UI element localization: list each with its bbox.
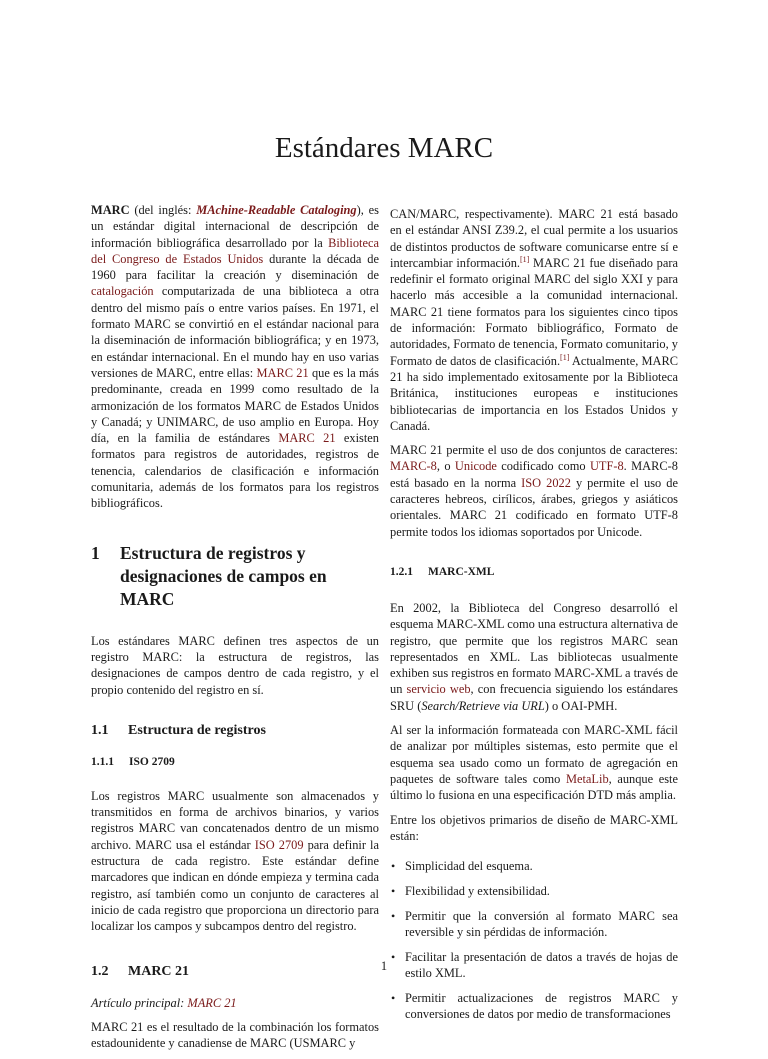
- link-marc8[interactable]: MARC-8: [390, 459, 437, 474]
- text-span: codificado como: [496, 459, 590, 474]
- intro-paragraph: [91, 202, 379, 512]
- section-1-1-1-heading: [91, 754, 379, 770]
- marcxml-paragraph-3: Entre los objetivos primarios de diseño de MARC-XML están:: [390, 812, 678, 843]
- text-span: , con frecuencia siguiendo los estándares SRU (: [390, 682, 678, 713]
- text-span: Al ser la información formateada con MARC-XML fácil de analizar por múltiples sistemas, esto permite que el esquema sea usado como un formato de agregación en paquetes de software tales como: [390, 723, 678, 786]
- text-span: (del inglés:: [129, 203, 197, 217]
- list-item: [390, 883, 678, 899]
- text-span: En 2002, la Biblioteca del Congreso desarrolló el esquema MARC-XML como una estructura alternativa de registro, que permite que los registros MARC sean representados en XML. Las bibliotecas usualmente exhiben sus registros en formato MARC-XML a través de un: [390, 600, 678, 697]
- bullet-icon: •: [391, 883, 396, 898]
- link-marc21-main-article[interactable]: MARC 21: [187, 995, 237, 1010]
- text-span: Los registros MARC usualmente son almacenados y transmitidos en forma de archivos binarios, y varios registros MARC van concatenados dentro de un mismo archivo. MARC usa el estándar: [91, 788, 379, 852]
- link-marc21[interactable]: MARC 21: [256, 365, 309, 380]
- reference-link[interactable]: [1]: [560, 352, 570, 362]
- section-title: MARC 21: [128, 963, 190, 979]
- section-number: 1.2.1: [390, 565, 413, 578]
- section-number: 1: [91, 542, 100, 563]
- reference-link[interactable]: [1]: [519, 254, 530, 264]
- objectives-list: [390, 858, 678, 1022]
- link-iso-2022[interactable]: ISO 2022: [521, 475, 571, 490]
- link-machine-readable-cataloging[interactable]: MAchine-Readable Cataloging: [196, 203, 357, 217]
- list-item: [390, 908, 678, 941]
- text-span: , o: [436, 459, 455, 474]
- bullet-icon: •: [391, 908, 396, 923]
- page-number: 1: [380, 959, 388, 973]
- bullet-icon: •: [391, 859, 396, 874]
- text-span: ), es un estándar digital internacional de descripción de información bibliográfica desarrollado por la: [91, 203, 379, 250]
- link-metalib[interactable]: MetaLib: [565, 771, 609, 786]
- charset-paragraph: [390, 442, 678, 540]
- link-catalogacion[interactable]: catalogación: [91, 284, 154, 299]
- section-1-paragraph: Los estándares MARC definen tres aspectos de un registro MARC: la estructura de registros, las designaciones de campos dentro de cada registro, y el propio contenido del registro en sí.: [91, 633, 379, 697]
- text-span: durante la década de 1960 para facilitar la creación y diseminación de: [91, 251, 379, 283]
- bullet-icon: •: [391, 990, 396, 1005]
- text-span: MARC 21 permite el uso de dos conjuntos de caracteres:: [390, 443, 678, 458]
- link-unicode[interactable]: Unicode: [454, 459, 497, 474]
- link-iso-2709[interactable]: ISO 2709: [254, 837, 304, 852]
- list-item-text: Permitir que la conversión al formato MARC sea reversible y sin pérdidas de información.: [405, 908, 678, 939]
- main-article-note: [91, 995, 379, 1011]
- page-title: Estándares MARC: [274, 132, 494, 165]
- text-span: Actualmente, MARC 21 ha sido implementado exitosamente por la Biblioteca Británica, instituciones europeas e instituciones bibliotecarias de importancia en los Estados Unidos y Canadá.: [390, 353, 678, 433]
- main-article-label: Artículo principal:: [91, 995, 188, 1010]
- link-utf8[interactable]: UTF-8: [589, 459, 624, 474]
- text-span: , aunque este último lo fusiona en una especificación DTD más amplia.: [390, 771, 678, 803]
- link-servicio-web[interactable]: servicio web: [406, 682, 471, 697]
- text-span: . MARC-8 está basado en la norma: [390, 459, 678, 490]
- text-span: ) o OAI-PMH.: [544, 698, 618, 713]
- text-span: CAN/MARC, respectivamente). MARC 21 está basado en el estándar ANSI Z39.2, el cual permite a los usuarios de distintos productos de software comunicarse entre sí e intercambiar información.: [390, 207, 678, 270]
- marcxml-paragraph-1: [390, 600, 678, 714]
- list-item-text: Permitir actualizaciones de registros MARC y conversiones de datos por medio de transformaciones: [405, 990, 678, 1022]
- bullet-icon: •: [391, 949, 396, 964]
- list-item-text: Flexibilidad y extensibilidad.: [405, 883, 550, 898]
- link-marc21[interactable]: MARC 21: [278, 431, 336, 446]
- link-biblioteca-congreso[interactable]: Biblioteca del Congreso de Estados Unidos: [91, 235, 379, 266]
- text-span: existen formatos para registros de autoridades, registros de tenencia, calendarios de clasificación e información comunitaria, además de los formatos para los registros bibliográficos.: [91, 431, 379, 511]
- text-span: que es la más predominante, creada en 1999 como resultado de la armonización de los formatos MARC de Estados Unidos y Canadá; y UNIMARC, de uso amplio en Europa. Hoy día, en la familia de estándares: [91, 365, 379, 446]
- marc21-paragraph: MARC 21 es el resultado de la combinación los formatos estadounidente y canadiense de MARC (USMARC y: [91, 1019, 379, 1051]
- section-number: 1.1: [91, 722, 109, 738]
- text-span: MARC 21 fue diseñado para redefinir el formato original MARC del siglo XXI y para hacerlo más accesible a la comunidad internacional. MARC 21 tiene formatos para los siguientes cinco tipos de información: Formato bibliográfico, Formato de autoridades, Formato de tenencia, Formato comunitario, y Formato de datos de clasificación.: [390, 255, 679, 368]
- text-span: para definir la estructura de cada registro. Este estándar define marcadores que indican en dónde empieza y termina cada registro, así también como un conjunto de caracteres al inicio de cada registro que proporciona un directorio para localizar los campos y subcampos dentro del registro.: [91, 837, 379, 934]
- list-item-text: Facilitar la presentación de datos a través de hojas de estilo XML.: [405, 949, 678, 981]
- section-title: Estructura de registros: [128, 722, 266, 738]
- marc21-continued-paragraph: [390, 206, 678, 434]
- section-number: 1.1.1: [91, 755, 114, 768]
- text-span: y permite el uso de caracteres hebreos, cirílicos, árabes, griegos y asiáticos orientales. MARC 21 codificado en formato UTF-8 permite todos los idiomas soportados por Unicode.: [390, 475, 678, 539]
- marc-term: MARC: [91, 203, 130, 217]
- section-title: Estructura de registros y designaciones de campos en MARC: [120, 542, 327, 609]
- section-title: ISO 2709: [129, 755, 175, 768]
- list-item-text: Simplicidad del esquema.: [405, 859, 533, 874]
- text-span: computarizada de una biblioteca a otra dentro del mismo país o entre varios países. En 1971, el formato MARC se convirtió en el estándar nacional para la diseminación de información bibliográfica; y en 1973, en estándar internacional. En el mundo hay en uso varias versiones de MARC, entre ellas:: [91, 284, 379, 380]
- marcxml-paragraph-2: [390, 722, 678, 803]
- section-1-2-1-heading: [390, 564, 678, 580]
- list-item: [390, 858, 678, 874]
- iso2709-paragraph: [91, 788, 379, 935]
- right-column: [390, 206, 678, 1031]
- left-column: [91, 202, 379, 1059]
- text-span-italic: Search/Retrieve via URL: [421, 698, 545, 713]
- section-1-heading: [91, 542, 379, 611]
- section-1-1-heading: [91, 722, 379, 740]
- section-title: MARC-XML: [428, 565, 495, 578]
- section-number: 1.2: [91, 963, 109, 979]
- list-item: [390, 990, 678, 1023]
